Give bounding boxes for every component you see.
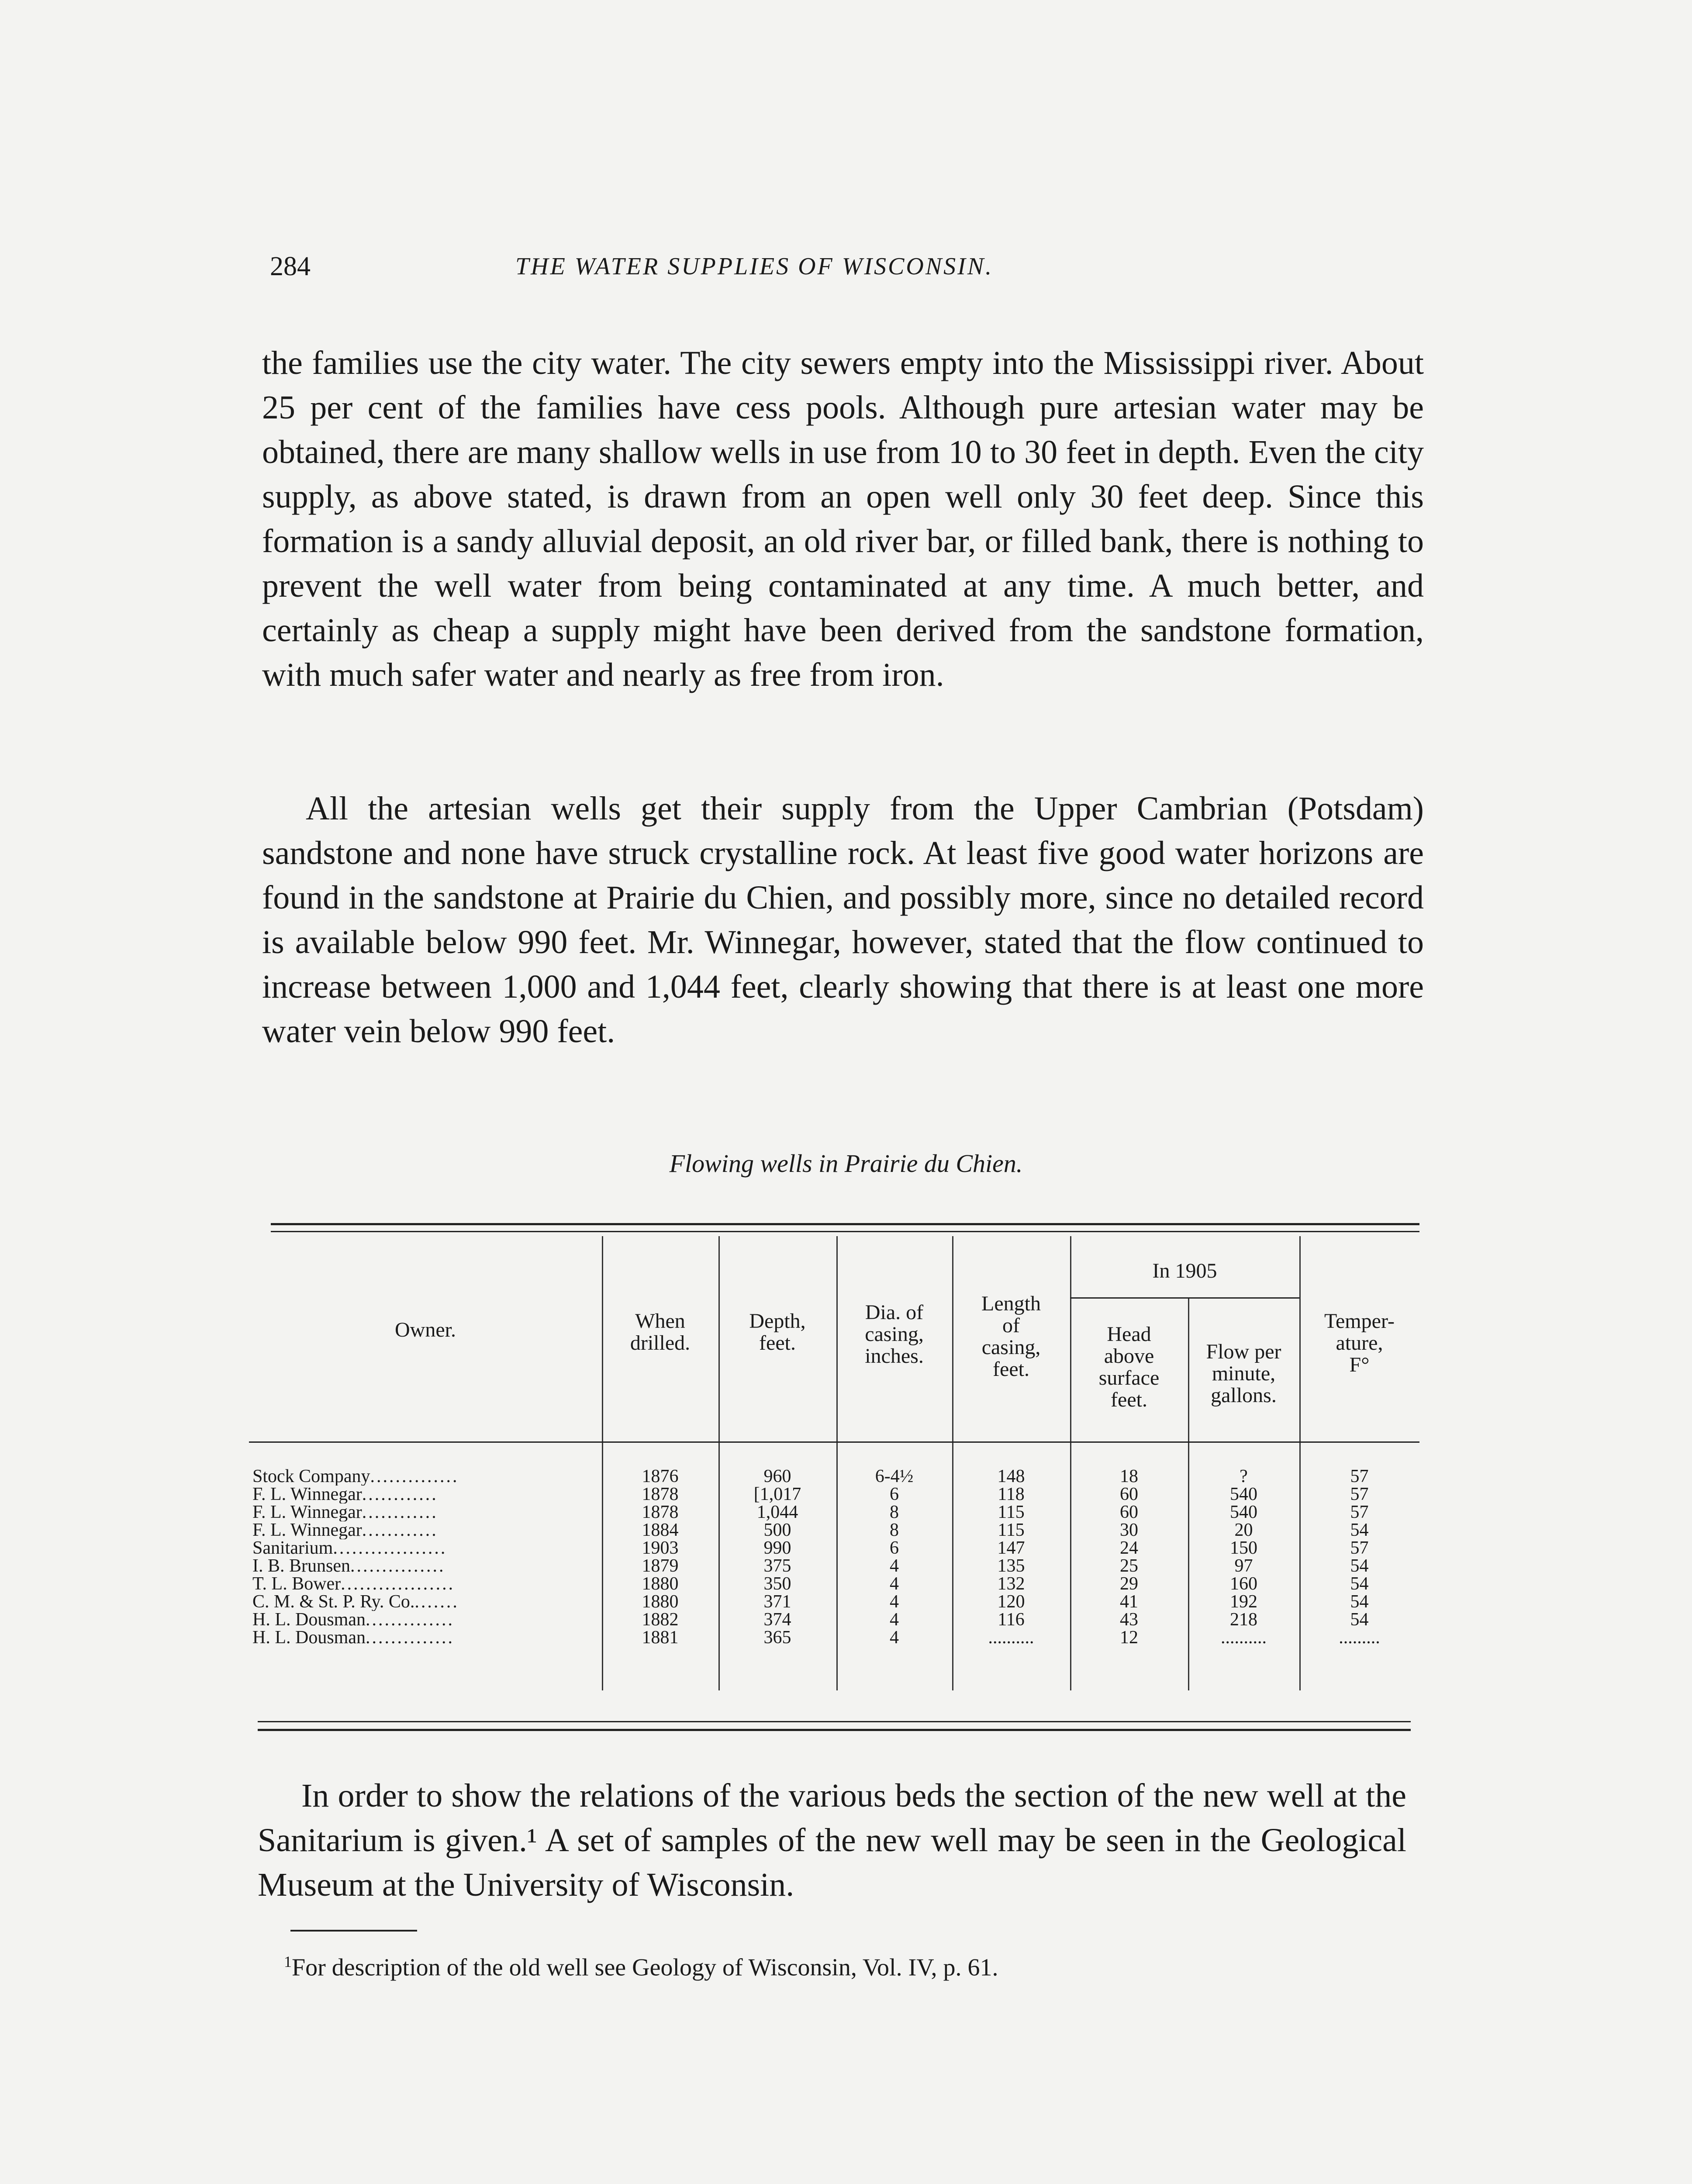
footnote-marker: 1: [284, 1953, 292, 1970]
head-cell: 29: [1120, 1574, 1138, 1594]
temperature-cell: 54: [1350, 1592, 1369, 1612]
table-row: [249, 1593, 1419, 1611]
table-row: [249, 1468, 1419, 1486]
flow-cell: 218: [1230, 1610, 1257, 1630]
head-cell: 60: [1120, 1484, 1138, 1504]
when-cell: 1878: [642, 1484, 679, 1504]
diameter-cell: 8: [890, 1520, 899, 1540]
owner-cell: H. L. Dousman..............: [252, 1629, 454, 1647]
paragraph-2: All the artesian wells get their supply from the Upper Cambrian (Potsdam) sandstone and none have struck crystalline rock. At least five good water horizons are found in the sandstone at Prairie du Chien, and possibly more, since no detailed record is available below 990 feet. Mr. Winnegar, however, stated that the flow continued to increase between 1,000 and 1,044 feet, clearly showing that there is at least one more water vein below 990 feet.: [262, 790, 1424, 1050]
depth-cell: 990: [763, 1538, 791, 1558]
when-cell: 1876: [642, 1466, 679, 1486]
temperature-cell: 57: [1350, 1502, 1369, 1522]
header-owner: Owner.: [395, 1318, 456, 1341]
header-casing-length: Length of casing, feet.: [981, 1292, 1041, 1381]
flow-cell: 192: [1230, 1592, 1257, 1612]
header-head: Head above surface feet.: [1098, 1323, 1160, 1411]
header-bottom-rule: [249, 1441, 1419, 1443]
owner-cell: I. B. Brunsen...............: [252, 1557, 445, 1575]
header-temperature: Temper- ature, F°: [1324, 1310, 1395, 1376]
length-cell: 148: [997, 1466, 1025, 1486]
flow-cell: ..........: [1221, 1628, 1267, 1648]
when-cell: 1879: [642, 1556, 679, 1576]
footnote-text: For description of the old well see Geology of Wisconsin, Vol. IV, p. 61.: [292, 1954, 998, 1981]
table-row: [249, 1486, 1419, 1503]
diameter-cell: 4: [890, 1592, 899, 1612]
temperature-cell: 54: [1350, 1520, 1369, 1540]
owner-cell: H. L. Dousman..............: [252, 1611, 454, 1629]
head-cell: 18: [1120, 1466, 1138, 1486]
diameter-cell: 4: [890, 1610, 899, 1630]
depth-cell: 371: [763, 1592, 791, 1612]
paragraph-1: the families use the city water. The city sewers empty into the Mississippi river. About 25 per cent of the families have cess pools. Although pure artesian water may be obtained, there are many shallow wells in use from 10 to 30 feet in depth. Even the city supply, as above stated, is drawn from an open well only 30 feet deep. Since this formation is a sandy alluvial deposit, an old river bar, or filled bank, there is nothing to prevent the well water from being contaminated at any time. A much better, and certainly as cheap a supply might have been derived from the sandstone formation, with much safer water and nearly as free from iron.: [262, 345, 1424, 693]
depth-cell: 1,044: [756, 1502, 798, 1522]
length-cell: 120: [997, 1592, 1025, 1612]
table-row: [249, 1575, 1419, 1593]
temperature-cell: 54: [1350, 1574, 1369, 1594]
footnote-rule: [290, 1930, 417, 1932]
when-cell: 1878: [642, 1502, 679, 1522]
table-bottom-rule-2: [258, 1729, 1411, 1731]
head-cell: 60: [1120, 1502, 1138, 1522]
depth-cell: 500: [763, 1520, 791, 1540]
length-cell: 135: [997, 1556, 1025, 1576]
flow-cell: 150: [1230, 1538, 1257, 1558]
depth-cell: 375: [763, 1556, 791, 1576]
footnote: [284, 1952, 998, 1982]
owner-cell: Stock Company..............: [252, 1468, 459, 1486]
head-cell: 12: [1120, 1628, 1138, 1648]
page-number: 284: [270, 252, 311, 281]
diameter-cell: 6: [890, 1484, 899, 1504]
depth-cell: 960: [763, 1466, 791, 1486]
length-cell: ..........: [988, 1628, 1034, 1648]
table-row: [249, 1557, 1419, 1575]
owner-cell: C. M. & St. P. Ry. Co........: [252, 1593, 459, 1611]
table-bottom-rule: [258, 1721, 1411, 1722]
flow-cell: 540: [1230, 1502, 1257, 1522]
head-cell: 24: [1120, 1538, 1138, 1558]
when-cell: 1880: [642, 1574, 679, 1594]
temperature-cell: 57: [1350, 1538, 1369, 1558]
when-cell: 1882: [642, 1610, 679, 1630]
owner-cell: F. L. Winnegar............: [252, 1521, 438, 1539]
owner-cell: Sanitarium..................: [252, 1539, 447, 1557]
flow-cell: ?: [1240, 1466, 1248, 1486]
owner-cell: F. L. Winnegar............: [252, 1486, 438, 1503]
head-cell: 25: [1120, 1556, 1138, 1576]
temperature-cell: 54: [1350, 1610, 1369, 1630]
table-row: [249, 1539, 1419, 1557]
header-depth: Depth, feet.: [749, 1310, 806, 1355]
header-when-drilled: When drilled.: [630, 1310, 691, 1355]
table-row: [249, 1629, 1419, 1647]
when-cell: 1884: [642, 1520, 679, 1540]
length-cell: 132: [997, 1574, 1025, 1594]
when-cell: 1903: [642, 1538, 679, 1558]
length-cell: 115: [998, 1520, 1025, 1540]
table-row: [249, 1503, 1419, 1521]
diameter-cell: 6-4½: [875, 1466, 914, 1486]
temperature-cell: 57: [1350, 1484, 1369, 1504]
table-top-rule: [271, 1223, 1419, 1225]
length-cell: 118: [998, 1484, 1025, 1504]
head-cell: 30: [1120, 1520, 1138, 1540]
flow-cell: 160: [1230, 1574, 1257, 1594]
table-row: [249, 1611, 1419, 1629]
header-casing-diameter: Dia. of casing, inches.: [865, 1301, 924, 1368]
length-cell: 115: [998, 1502, 1025, 1522]
diameter-cell: 4: [890, 1628, 899, 1648]
depth-cell: [1,017: [753, 1484, 801, 1504]
depth-cell: 374: [763, 1610, 791, 1630]
head-cell: 43: [1120, 1610, 1138, 1630]
flow-cell: 20: [1234, 1520, 1253, 1540]
table-top-rule-2: [271, 1231, 1419, 1232]
head-cell: 41: [1120, 1592, 1138, 1612]
paragraph-3: In order to show the relations of the various beds the section of the new well at the Sanitarium is given.¹ A set of samples of the new well may be seen in the Geological Museum at the University of Wisconsin.: [258, 1777, 1406, 1903]
when-cell: 1881: [642, 1628, 679, 1648]
owner-cell: F. L. Winnegar............: [252, 1503, 438, 1521]
temperature-cell: .........: [1339, 1628, 1380, 1648]
table-row: [249, 1521, 1419, 1539]
when-cell: 1880: [642, 1592, 679, 1612]
flow-cell: 97: [1234, 1556, 1253, 1576]
group-header-rule: [1070, 1297, 1299, 1299]
header-in-1905: In 1905: [1152, 1259, 1217, 1282]
wells-table: [249, 1236, 1419, 1721]
header-flow: Flow per minute, gallons.: [1206, 1340, 1281, 1407]
flow-cell: 540: [1230, 1484, 1257, 1504]
length-cell: 147: [997, 1538, 1025, 1558]
diameter-cell: 8: [890, 1502, 899, 1522]
running-title: THE WATER SUPPLIES OF WISCONSIN.: [515, 253, 994, 280]
diameter-cell: 6: [890, 1538, 899, 1558]
length-cell: 116: [998, 1610, 1025, 1630]
depth-cell: 350: [763, 1574, 791, 1594]
temperature-cell: 54: [1350, 1556, 1369, 1576]
temperature-cell: 57: [1350, 1466, 1369, 1486]
owner-cell: T. L. Bower..................: [252, 1575, 455, 1593]
depth-cell: 365: [763, 1628, 791, 1648]
diameter-cell: 4: [890, 1574, 899, 1594]
table-caption: Flowing wells in Prairie du Chien.: [669, 1149, 1023, 1178]
diameter-cell: 4: [890, 1556, 899, 1576]
